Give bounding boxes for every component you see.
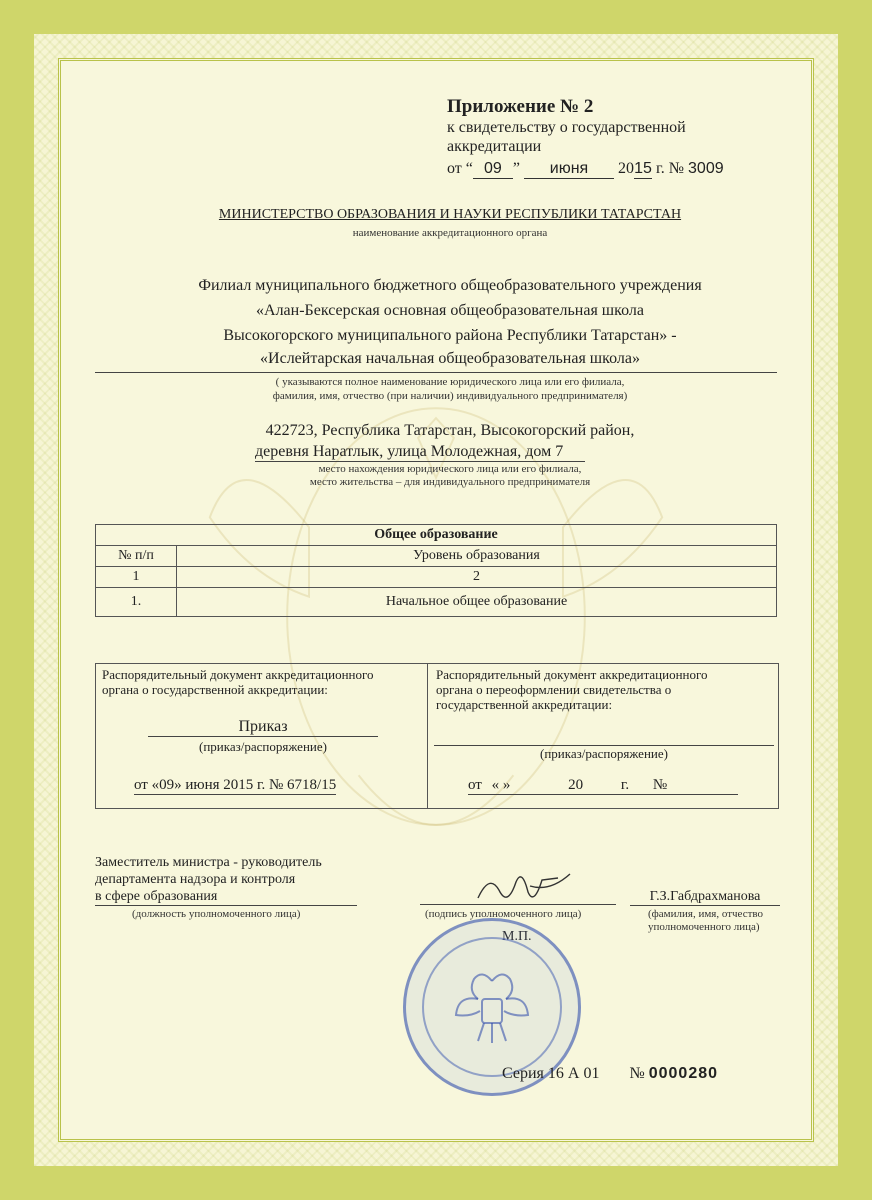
left-order-type: Приказ — [148, 718, 378, 737]
org-underline — [95, 372, 777, 373]
col-number-header: № п/п — [96, 546, 177, 567]
right-order-type-caption: (приказ/распоряжение) — [540, 746, 668, 761]
org-caption-2: фамилия, имя, отчество (при наличии) индивидуального предпринимателя) — [272, 390, 628, 402]
org-line-3: Высокогорского муниципального района Республики Татарстан» - — [223, 327, 677, 344]
appendix-date-line: от “ 09 ” июня 2015 г. № 3009 — [447, 160, 724, 177]
year-suffix: 15 — [634, 160, 652, 177]
education-heading: Общее образование — [96, 525, 777, 546]
col-index-1: 1 — [96, 567, 177, 588]
number-label: г. № — [656, 160, 685, 177]
appendix-subtitle-1: к свидетельству о государственной — [447, 119, 686, 136]
left-order-date: от «09» июня 2015 г. № 6718/15 — [134, 777, 337, 793]
left-title-1: Распорядительный документ аккредитационного — [102, 667, 374, 682]
right-title-2: органа о переоформлении свидетельства о — [436, 682, 672, 697]
education-table — [95, 524, 777, 617]
address-line-1: 422723, Республика Татарстан, Высокогорский район, — [265, 422, 635, 439]
position-line-2: департамента надзора и контроля — [95, 872, 296, 887]
col-level-header: Уровень образования — [177, 546, 777, 567]
handwritten-signature — [470, 862, 580, 912]
left-title-2: органа о государственной аккредитации: — [102, 682, 328, 697]
eagle-emblem-icon — [452, 965, 532, 1049]
position-line-1: Заместитель министра - руководитель — [95, 855, 322, 870]
series-label: Серия — [502, 1065, 544, 1082]
signature-caption: (подпись уполномоченного лица) — [425, 908, 582, 920]
date-month: июня — [524, 160, 614, 179]
left-order-type-caption: (приказ/распоряжение) — [199, 739, 327, 754]
right-date-no: № — [652, 777, 668, 793]
authority-name: МИНИСТЕРСТВО ОБРАЗОВАНИЯ И НАУКИ РЕСПУБЛИКИ ТАТАРСТАН — [218, 207, 682, 222]
official-name: Г.З.Габдрахманова — [630, 889, 780, 906]
year-prefix: 20 — [618, 160, 634, 177]
right-date-g: г. — [620, 777, 630, 793]
date-day: 09 — [473, 160, 513, 179]
org-line-1: Филиал муниципального бюджетного общеобразовательного учреждения — [198, 277, 702, 294]
right-date-year: 20 — [568, 777, 584, 793]
address-line-2: деревня Наратлык, улица Молодежная, дом 7 — [255, 443, 585, 462]
authority-caption: наименование аккредитационного органа — [352, 227, 548, 239]
right-title-3: государственной аккредитации: — [436, 697, 613, 712]
org-line-2: «Алан-Бексерская основная общеобразовательная школа — [256, 302, 644, 319]
col-index-2: 2 — [177, 567, 777, 588]
org-line-4: «Ислейтарская начальная общеобразовательная школа» — [260, 350, 640, 367]
org-caption-1: ( указываются полное наименование юридического лица или его филиала, — [275, 376, 625, 388]
series-value: 16 А 01 — [547, 1065, 600, 1082]
serial-number: 0000280 — [648, 1065, 719, 1082]
serial-no-label: № — [629, 1065, 645, 1082]
order-document-box — [95, 663, 779, 809]
appendix-title: Приложение № 2 — [447, 96, 594, 117]
certificate-number: 3009 — [688, 160, 724, 177]
appendix-subtitle-2: аккредитации — [447, 138, 542, 155]
accreditation-order-section — [96, 664, 428, 808]
date-prefix: от — [447, 160, 462, 177]
series-block — [502, 1065, 718, 1083]
name-caption-1: (фамилия, имя, отчество — [648, 908, 764, 920]
right-order-date — [468, 777, 738, 795]
reissue-order-section — [428, 664, 778, 808]
name-caption-2: уполномоченного лица) — [648, 921, 760, 933]
right-date-from: от — [468, 777, 482, 793]
address-caption-2: место жительства – для индивидуального предпринимателя — [309, 476, 591, 488]
right-title-1: Распорядительный документ аккредитационного — [436, 667, 708, 682]
address-caption-1: место нахождения юридического лица или его филиала, — [318, 463, 582, 475]
position-line-3: в сфере образования — [95, 889, 357, 906]
right-date-quote: « » — [491, 777, 511, 793]
seal-place-label: М.П. — [502, 929, 532, 944]
row-number: 1. — [96, 588, 177, 617]
position-caption: (должность уполномоченного лица) — [132, 908, 301, 920]
row-level: Начальное общее образование — [177, 588, 777, 617]
